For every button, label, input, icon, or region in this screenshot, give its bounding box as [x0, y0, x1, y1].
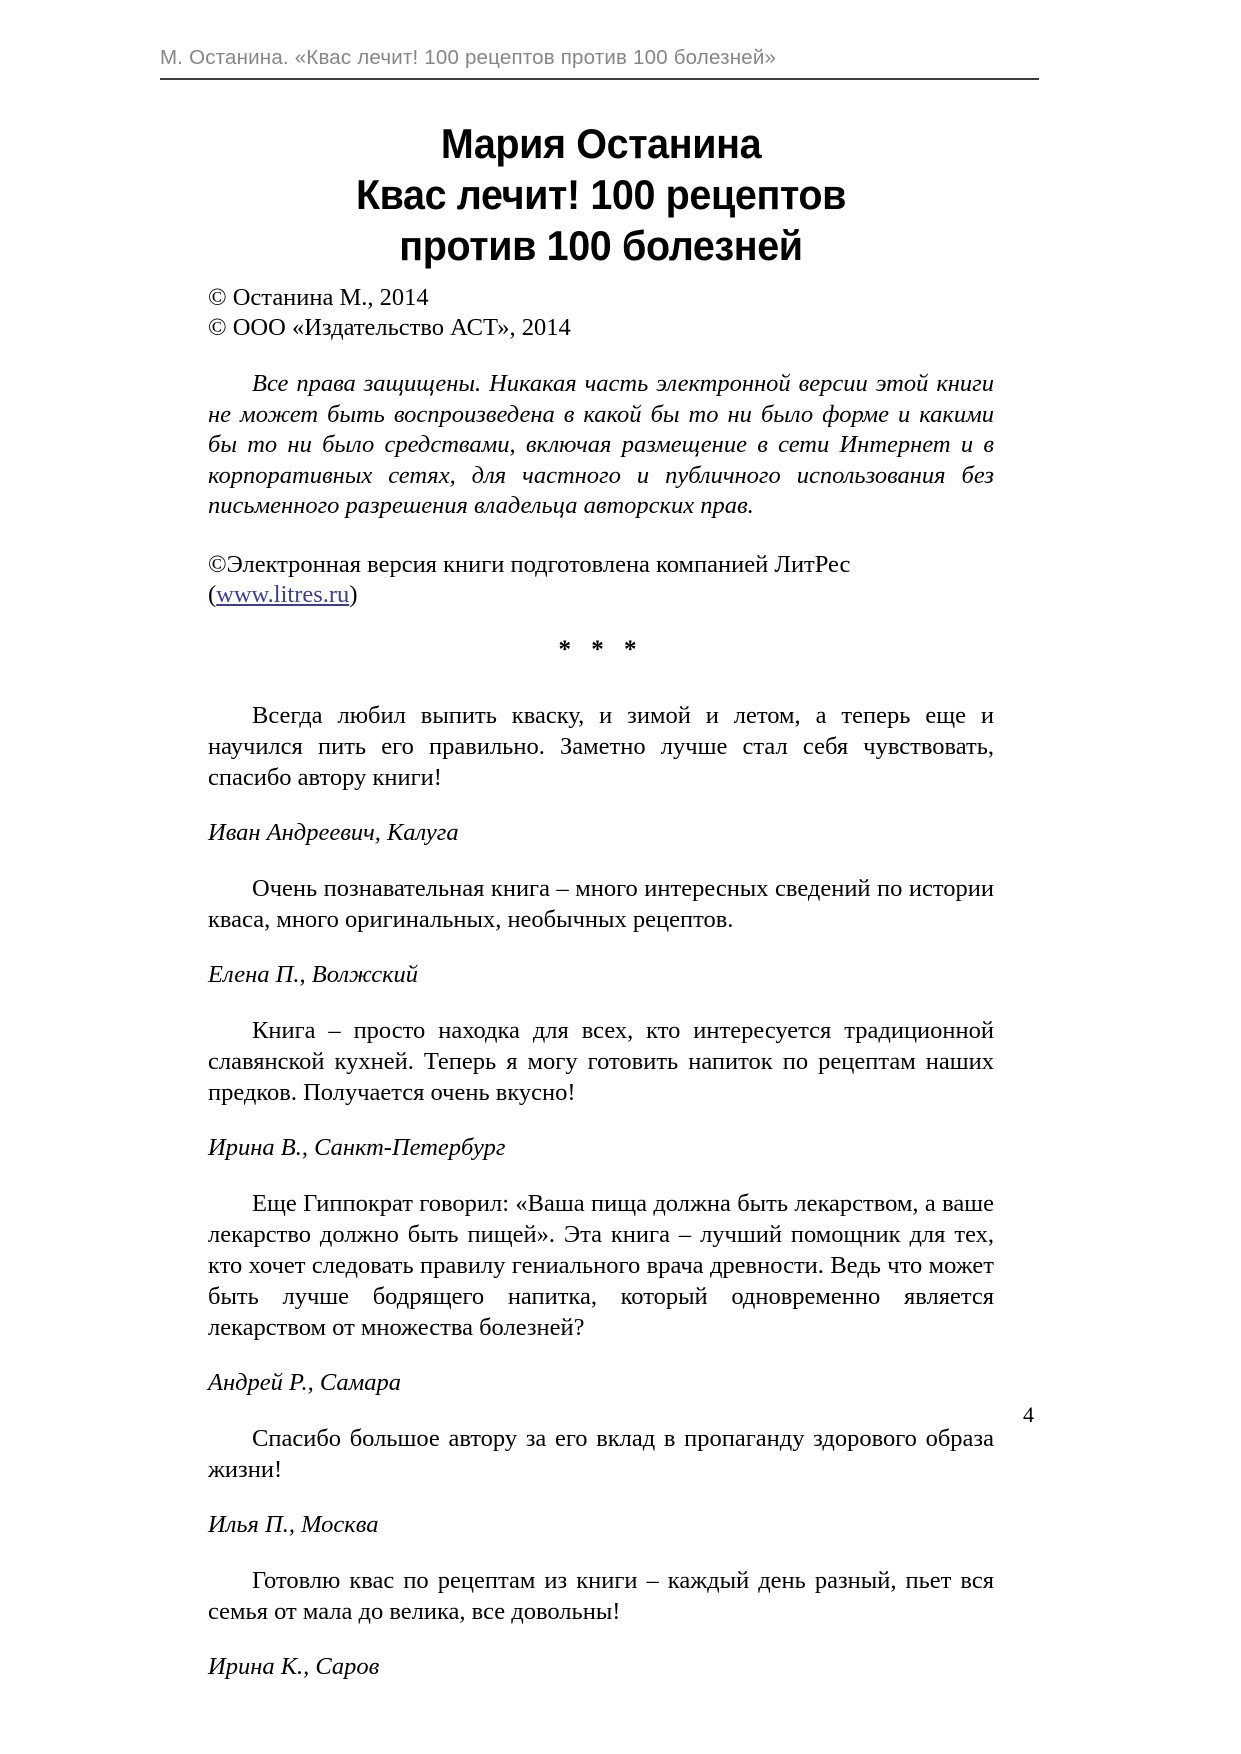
review-item — [208, 700, 994, 849]
review-body: Еще Гиппократ говорил: «Ваша пища должна быть лекарством, а ваше лекарство должно быть пищей». Эта книга – лучший помощник для тех, кто хочет следовать правилу гениального врача древности. Ведь что может быть лучше бодрящего напитка, который одновременно является лекарством от множества болезней? — [208, 1189, 994, 1341]
litres-notice — [208, 550, 994, 610]
section-separator: * * * — [558, 635, 644, 663]
review-body: Очень познавательная книга – много интересных сведений по истории кваса, много оригинальных, необычных рецептов. — [208, 874, 994, 933]
title-author: Мария Останина — [440, 120, 762, 167]
page-content — [208, 118, 994, 1707]
running-head-text: М. Останина. «Квас лечит! 100 рецептов против 100 болезней» — [160, 46, 777, 69]
running-head — [160, 46, 1036, 70]
header-divider — [160, 78, 1039, 80]
review-item — [208, 1188, 994, 1399]
review-item — [208, 873, 994, 991]
review-item — [208, 1423, 994, 1541]
review-body: Книга – просто находка для всех, кто интересуется традиционной славянской кухней. Теперь я могу готовить напиток по рецептам наших предков. Получается очень вкусно! — [208, 1016, 994, 1106]
title-line-1: Квас лечит! 100 рецептов — [355, 171, 847, 218]
review-body: Всегда любил выпить кваску, и зимой и летом, а теперь еще и научился пить его правильно. Заметно лучше стал себя чувствовать, спасибо автору книги! — [208, 701, 994, 791]
review-author: Елена П., Волжский — [208, 961, 419, 988]
review-author: Андрей Р., Самара — [208, 1369, 402, 1396]
review-body: Готовлю квас по рецептам из книги – каждый день разный, пьет вся семья от мала до велика, все довольны! — [208, 1566, 994, 1625]
review-author: Илья П., Москва — [208, 1511, 379, 1538]
review-body: Спасибо большое автору за его вклад в пропаганду здорового образа жизни! — [208, 1424, 994, 1483]
reviews-list — [208, 700, 994, 1683]
litres-link[interactable]: www.litres.ru — [216, 580, 350, 608]
review-item — [208, 1565, 994, 1683]
review-author: Ирина В., Санкт-Петербург — [208, 1134, 506, 1161]
review-author: Ирина К., Саров — [208, 1653, 380, 1680]
review-author: Иван Андреевич, Калуга — [208, 819, 459, 846]
page-number: 4 — [1023, 1402, 1034, 1427]
litres-suffix: ) — [349, 580, 358, 608]
title-line-2: против 100 болезней — [399, 222, 803, 269]
rights-paragraph: Все права защищены. Никакая часть электронной версии этой книги не может быть воспроизведена в какой бы то ни было форме и какими бы то ни было средствами, включая размещение в сети Интернет и в корпоративных сетях, для частного и публичного использования без письменного разрешения владельца авторских прав. — [208, 370, 994, 519]
copyright-block — [208, 283, 994, 343]
copyright-line-author: © Останина М., 2014 — [208, 284, 429, 311]
copyright-line-publisher: © ООО «Издательство АСТ», 2014 — [208, 314, 571, 341]
litres-prefix: ©Электронная версия книги подготовлена компанией ЛитРес ( — [208, 550, 851, 608]
page-title — [232, 118, 971, 271]
review-item — [208, 1015, 994, 1164]
